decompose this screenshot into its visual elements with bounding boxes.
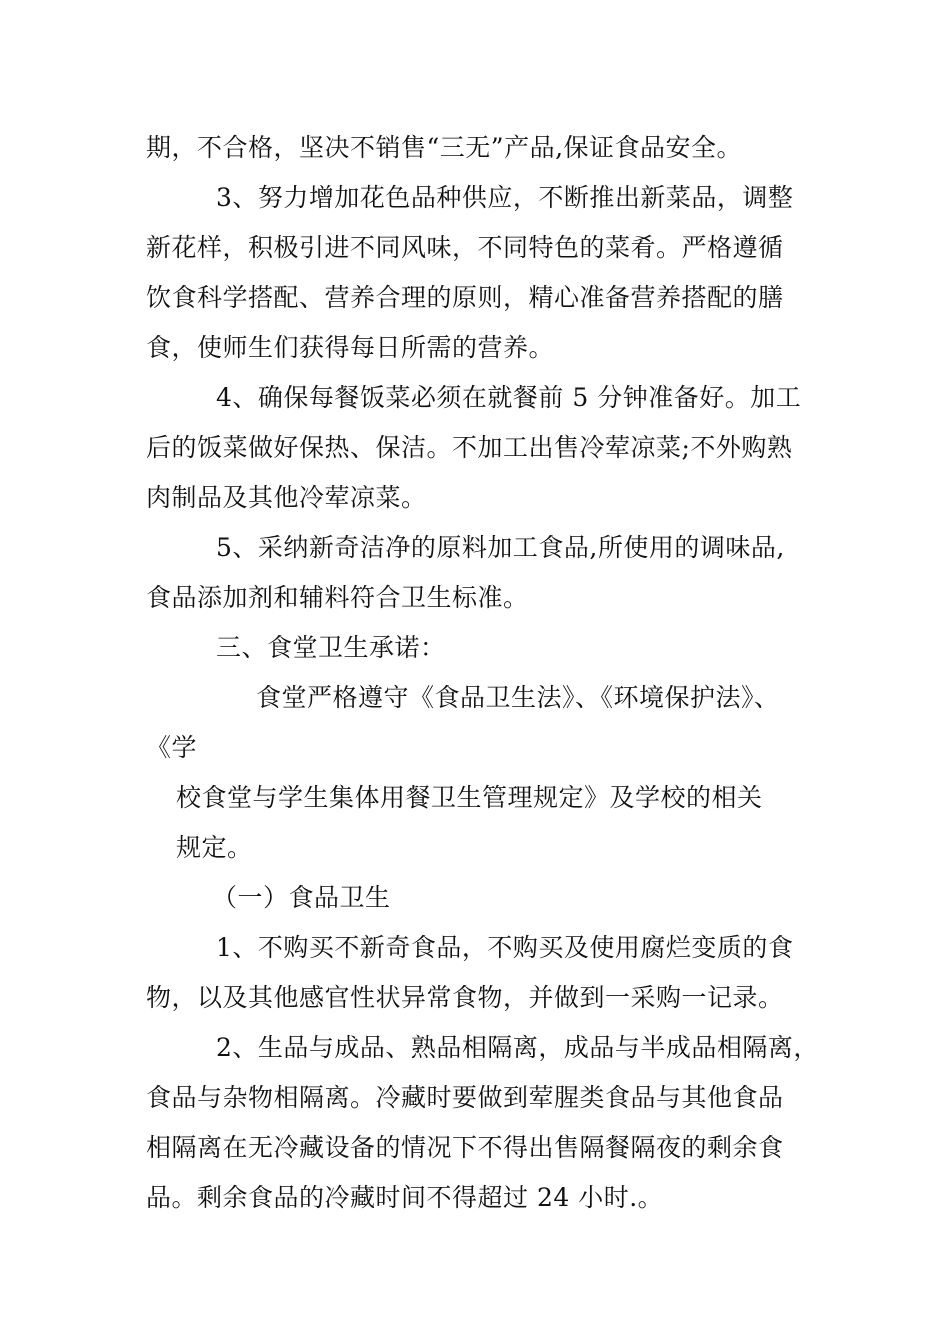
subsection-heading: （一）食品卫生 [212, 883, 391, 912]
text-line: 3、努力增加花色品种供应，不断推出新菜品，调整 [216, 183, 794, 212]
text-line: 1、不购买不新奇食品，不购买及使用腐烂变质的食 [216, 933, 794, 962]
text-line: 食，使师生们获得每日所需的营养。 [146, 333, 555, 362]
text-line: 肉制品及其他冷荤凉菜。 [146, 483, 427, 512]
text-line: 5、采纳新奇洁净的原料加工食品,所使用的调味品, [216, 533, 785, 562]
text-line: 后的饭菜做好保热、保洁。不加工出售冷荤凉菜;不外购熟 [146, 433, 793, 462]
text-line: 食品添加剂和辅料符合卫生标准。 [146, 583, 529, 612]
text-line: 饮食科学搭配、营养合理的原则，精心准备营养搭配的膳 [146, 283, 784, 312]
text-line: 相隔离在无冷藏设备的情况下不得出售隔餐隔夜的剩余食 [146, 1133, 784, 1162]
text-line: 期，不合格，坚决不销售“三无”产品,保证食品安全。 [146, 133, 743, 162]
text-line: 校食堂与学生集体用餐卫生管理规定》及学校的相关 [176, 783, 763, 812]
text-line: 新花样，积极引进不同风味，不同特色的菜肴。严格遵循 [146, 233, 784, 262]
text-line: 规定。 [176, 833, 253, 862]
text-line: 食堂严格遵守《食品卫生法》、《环境保护法》、 [256, 683, 780, 712]
text-line: 《学 [146, 733, 198, 762]
text-line: 品。剩余食品的冷藏时间不得超过 24 小时.。 [146, 1183, 664, 1212]
section-heading: 三、食堂卫生承诺： [216, 633, 446, 662]
text-line: 食品与杂物相隔离。冷藏时要做到荤腥类食品与其他食品 [146, 1083, 784, 1112]
text-line: 2、生品与成品、熟品相隔离，成品与半成品相隔离， [216, 1033, 819, 1062]
text-line: 物，以及其他感官性状异常食物，并做到一采购一记录。 [146, 983, 784, 1012]
text-line: 4、确保每餐饭菜必须在就餐前 5 分钟准备好。加工 [216, 383, 802, 412]
